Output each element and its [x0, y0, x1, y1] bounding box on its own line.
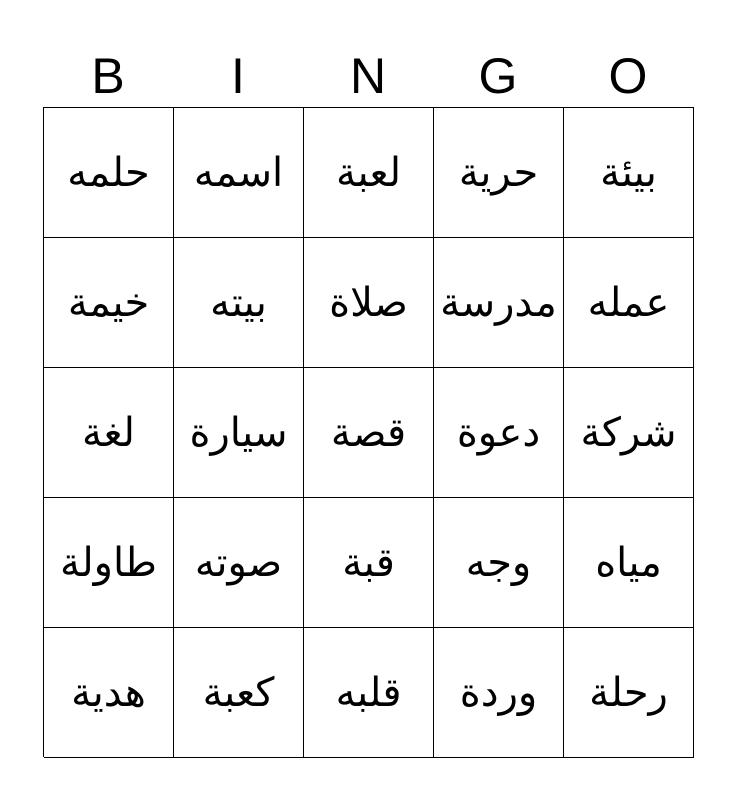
bingo-cell[interactable]: صوته — [174, 498, 304, 628]
bingo-cell[interactable]: لغة — [44, 368, 174, 498]
bingo-cell[interactable]: لعبة — [304, 108, 434, 238]
bingo-cell[interactable]: مياه — [564, 498, 694, 628]
bingo-cell[interactable]: اسمه — [174, 108, 304, 238]
bingo-cell[interactable]: وردة — [434, 628, 564, 758]
header-letter-n: N — [349, 48, 387, 104]
bingo-cell[interactable]: حرية — [434, 108, 564, 238]
bingo-cell[interactable]: هدية — [44, 628, 174, 758]
header-letter-i: I — [231, 48, 245, 104]
bingo-cell[interactable]: رحلة — [564, 628, 694, 758]
bingo-cell[interactable]: بيته — [174, 238, 304, 368]
bingo-cell[interactable]: حلمه — [44, 108, 174, 238]
bingo-cell[interactable]: قلبه — [304, 628, 434, 758]
bingo-header — [43, 48, 693, 104]
header-letter-g: G — [478, 48, 518, 104]
bingo-cell[interactable]: دعوة — [434, 368, 564, 498]
bingo-cell[interactable]: وجه — [434, 498, 564, 628]
bingo-cell[interactable]: عمله — [564, 238, 694, 368]
bingo-cell[interactable]: قبة — [304, 498, 434, 628]
header-letter-o: O — [608, 48, 648, 104]
header-letter-b: B — [91, 48, 125, 104]
bingo-cell[interactable]: كعبة — [174, 628, 304, 758]
bingo-cell[interactable]: بيئة — [564, 108, 694, 238]
bingo-cell[interactable]: خيمة — [44, 238, 174, 368]
bingo-cell[interactable]: صلاة — [304, 238, 434, 368]
bingo-cell[interactable]: مدرسة — [434, 238, 564, 368]
bingo-cell[interactable]: قصة — [304, 368, 434, 498]
bingo-cell[interactable]: شركة — [564, 368, 694, 498]
bingo-board — [43, 107, 694, 757]
bingo-cell[interactable]: سيارة — [174, 368, 304, 498]
bingo-cell[interactable]: طاولة — [44, 498, 174, 628]
